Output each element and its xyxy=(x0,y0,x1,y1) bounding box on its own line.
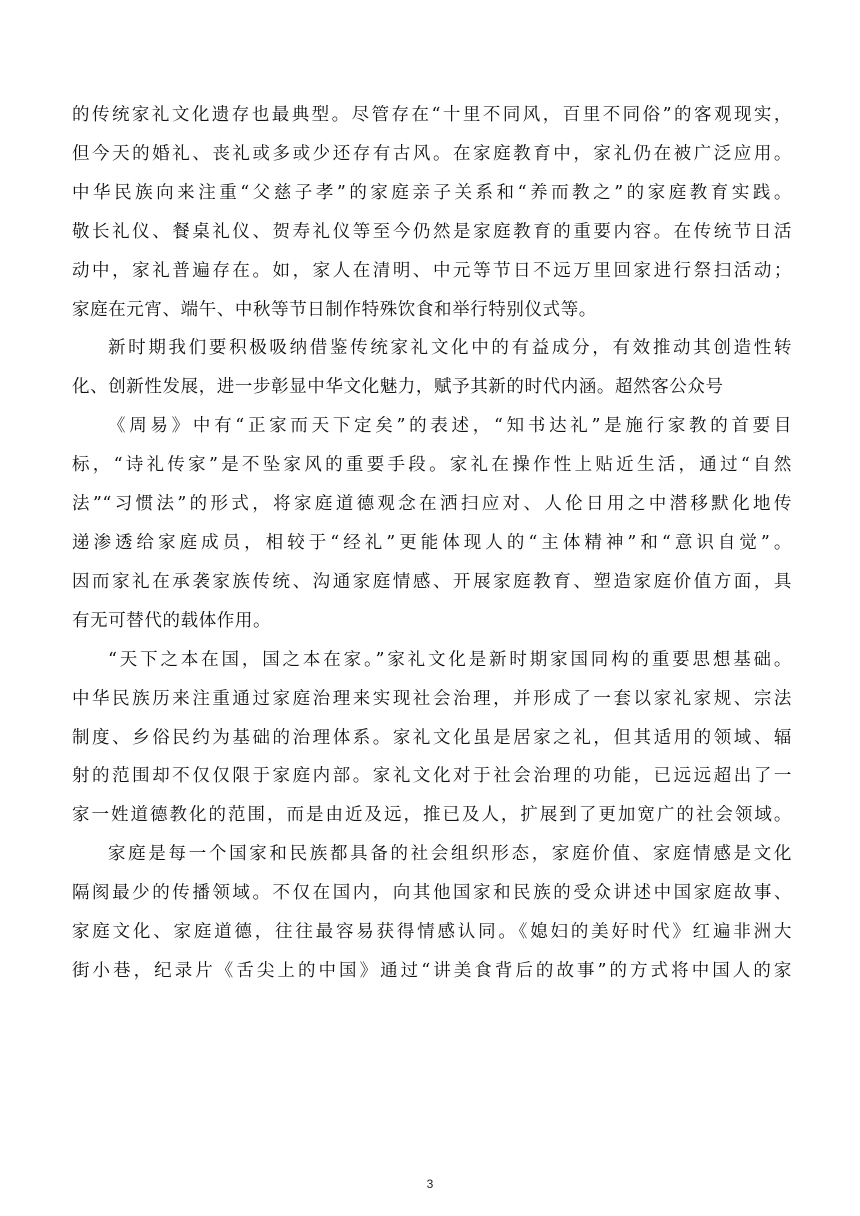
text-line: 街小巷，纪录片《舌尖上的中国》通过“讲美食背后的故事”的方式将中国人的家 xyxy=(72,960,792,981)
text-line: 家庭在元宵、端午、中秋等节日制作特殊饮食和举行特别仪式等。 xyxy=(72,299,597,320)
document-page xyxy=(72,96,792,991)
text-line: “天下之本在国，国之本在家。”家礼文化是新时期家国同构的重要思想基础。 xyxy=(108,649,792,670)
text-line: 中华民族向来注重“父慈子孝”的家庭亲子关系和“养而教之”的家庭教育实践。 xyxy=(72,182,792,203)
text-line: 敬长礼仪、餐桌礼仪、贺寿礼仪等至今仍然是家庭教育的重要内容。在传统节日活 xyxy=(72,221,792,242)
text-line: 家庭是每一个国家和民族都具备的社会组织形态，家庭价值、家庭情感是文化 xyxy=(108,844,792,865)
text-line: 隔阂最少的传播领域。不仅在国内，向其他国家和民族的受众讲述中国家庭故事、 xyxy=(72,883,792,904)
paragraph-1 xyxy=(72,96,792,329)
text-line: 法”“习惯法”的形式，将家庭道德观念在洒扫应对、人伦日用之中潜移默化地传 xyxy=(72,494,792,515)
text-line: 新时期我们要积极吸纳借鉴传统家礼文化中的有益成分，有效推动其创造性转 xyxy=(108,338,792,359)
text-line: 递渗透给家庭成员，相较于“经礼”更能体现人的“主体精神”和“意识自觉”。 xyxy=(72,532,792,553)
text-line: 有无可替代的载体作用。 xyxy=(72,610,272,631)
page-number: 3 xyxy=(426,1177,434,1191)
paragraph-2 xyxy=(72,329,792,407)
text-line: 家一姓道德教化的范围，而是由近及远，推已及人，扩展到了更加宽广的社会领域。 xyxy=(72,805,792,826)
text-line: 标，“诗礼传家”是不坠家风的重要手段。家礼在操作性上贴近生活，通过“自然 xyxy=(72,455,792,476)
text-line: 《周易》中有“正家而天下定矣”的表述，“知书达礼”是施行家教的首要目 xyxy=(108,416,792,437)
text-line: 但今天的婚礼、丧礼或多或少还存有古风。在家庭教育中，家礼仍在被广泛应用。 xyxy=(72,143,792,164)
text-line: 射的范围却不仅仅限于家庭内部。家礼文化对于社会治理的功能，已远远超出了一 xyxy=(72,766,792,787)
text-line: 动中，家礼普遍存在。如，家人在清明、中元等节日不远万里回家进行祭扫活动； xyxy=(72,260,792,281)
text-line: 制度、乡俗民约为基础的治理体系。家礼文化虽是居家之礼，但其适用的领域、辐 xyxy=(72,727,792,748)
paragraph-4 xyxy=(72,641,792,836)
text-line: 因而家礼在承袭家族传统、沟通家庭情感、开展家庭教育、塑造家庭价值方面，具 xyxy=(72,571,792,592)
text-line: 中华民族历来注重通过家庭治理来实现社会治理，并形成了一套以家礼家规、宗法 xyxy=(72,688,792,709)
paragraph-3 xyxy=(72,407,792,640)
text-line: 化、创新性发展，进一步彰显中华文化魅力，赋予其新的时代内涵。超然客公众号 xyxy=(72,377,724,398)
text-line: 家庭文化、家庭道德，往往最容易获得情感认同。《媳妇的美好时代》红遍非洲大 xyxy=(72,922,792,943)
paragraph-5 xyxy=(72,835,792,991)
text-line: 的传统家礼文化遗存也最典型。尽管存在“十里不同风，百里不同俗”的客观现实， xyxy=(72,105,792,125)
